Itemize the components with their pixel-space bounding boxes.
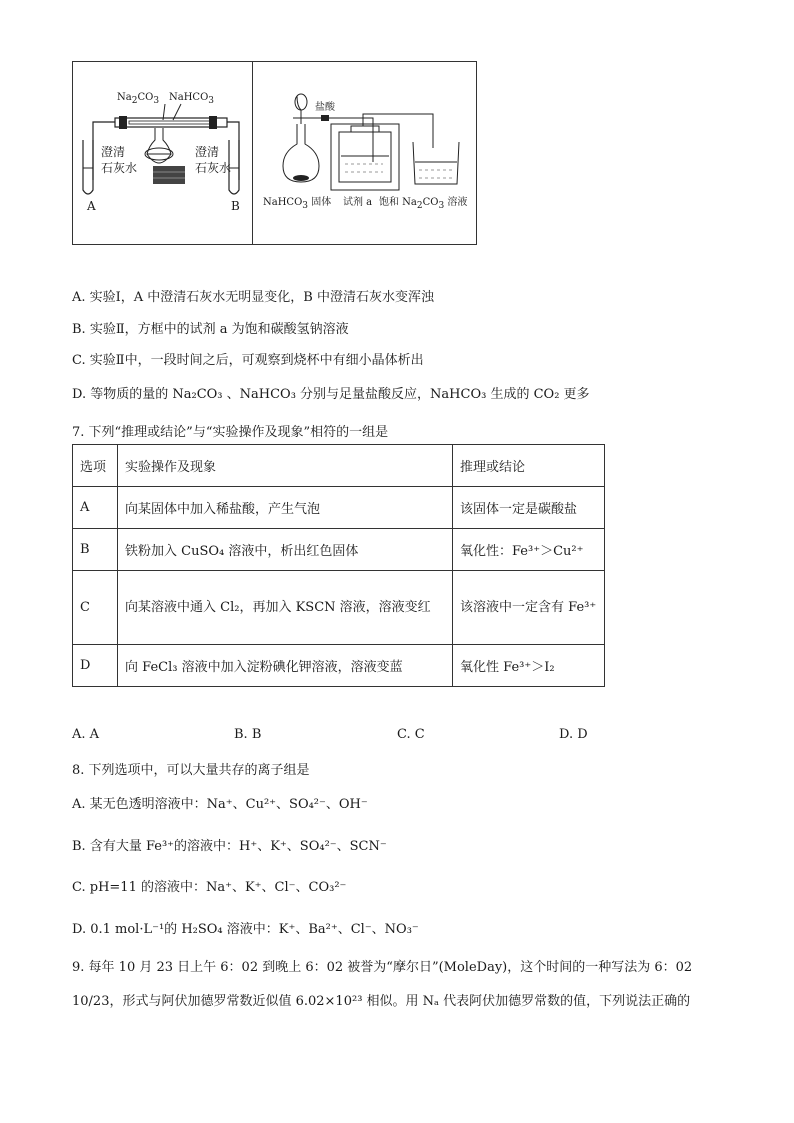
label-nahco3-solid: NaHCO$_3$ 固体 xyxy=(263,197,332,211)
apparatus-two-diagram xyxy=(253,62,477,244)
q7-choice-b: B. B xyxy=(234,727,262,742)
table-row xyxy=(73,529,605,571)
row-d-operation: 向 FeCl₃ 溶液中加入淀粉碘化钾溶液，溶液变蓝 xyxy=(118,645,453,687)
row-a-option: A xyxy=(73,487,118,529)
row-b-operation: 铁粉加入 CuSO₄ 溶液中，析出红色固体 xyxy=(118,529,453,571)
row-c-operation: 向某溶液中通入 Cl₂，再加入 KSCN 溶液，溶液变红 xyxy=(118,571,453,645)
row-a-conclusion: 该固体一定是碳酸盐 xyxy=(453,487,605,529)
q8-option-a: A. 某无色透明溶液中：Na⁺、Cu²⁺、SO₄²⁻、OH⁻ xyxy=(72,797,368,812)
q8-option-d: D. 0.1 mol·L⁻¹的 H₂SO₄ 溶液中：K⁺、Ba²⁺、Cl⁻、NO₃⁻ xyxy=(72,922,419,937)
row-b-option: B xyxy=(73,529,118,571)
table-header-row xyxy=(73,445,605,487)
table-row xyxy=(73,487,605,529)
q8-stem: 8. 下列选项中，可以大量共存的离子组是 xyxy=(72,763,310,778)
header-operation: 实验操作及现象 xyxy=(118,445,453,487)
label-limewater-a: 澄清 石灰水 xyxy=(101,145,138,175)
label-tube-b: B xyxy=(231,199,240,213)
table-row xyxy=(73,571,605,645)
q6-option-c: C. 实验Ⅱ中，一段时间之后，可观察到烧杯中有细小晶体析出 xyxy=(72,353,424,368)
q8-option-b: B. 含有大量 Fe³⁺的溶液中：H⁺、K⁺、SO₄²⁻、SCN⁻ xyxy=(72,839,387,854)
experiment-figure xyxy=(72,61,477,245)
row-c-conclusion: 该溶液中一定含有 Fe³⁺ xyxy=(453,571,605,645)
header-conclusion: 推理或结论 xyxy=(453,445,605,487)
q7-table xyxy=(72,444,605,687)
label-hydrochloric-acid: 盐酸 xyxy=(315,102,335,113)
q7-stem: 7. 下列“推理或结论”与“实验操作及现象”相符的一组是 xyxy=(72,425,389,440)
row-a-operation: 向某固体中加入稀盐酸，产生气泡 xyxy=(118,487,453,529)
row-c-option: C xyxy=(73,571,118,645)
q7-choice-c: C. C xyxy=(397,727,425,742)
q6-option-b: B. 实验Ⅱ，方框中的试剂 a 为饱和碳酸氢钠溶液 xyxy=(72,322,349,337)
q8-option-c: C. pH=11 的溶液中：Na⁺、K⁺、Cl⁻、CO₃²⁻ xyxy=(72,880,347,895)
q9-line-2: 10/23，形式与阿伏加德罗常数近似值 6.02×10²³ 相似。用 Nₐ 代表阿伏加德罗常数的值，下列说法正确的 xyxy=(72,994,691,1009)
q6-option-d: D. 等物质的量的 Na₂CO₃ 、NaHCO₃ 分别与足量盐酸反应，NaHCO₃ 生成的 CO₂ 更多 xyxy=(72,387,590,402)
q7-choices xyxy=(72,727,632,743)
label-reagent-a: 试剂 a xyxy=(343,197,373,208)
label-tube-a: A xyxy=(87,199,96,213)
q7-choice-d: D. D xyxy=(559,727,588,742)
table-row xyxy=(73,645,605,687)
header-option: 选项 xyxy=(73,445,118,487)
q6-option-a: A. 实验Ⅰ，A 中澄清石灰水无明显变化，B 中澄清石灰水变浑浊 xyxy=(72,290,434,305)
row-b-conclusion: 氧化性：Fe³⁺＞Cu²⁺ xyxy=(453,529,605,571)
q9-line-1: 9. 每年 10 月 23 日上午 6：02 到晚上 6：02 被誉为“摩尔日”(MoleDay)，这个时间的一种写法为 6：02 xyxy=(72,960,693,975)
row-d-conclusion: 氧化性 Fe³⁺＞I₂ xyxy=(453,645,605,687)
label-na2co3: $Na_2CO_3$ xyxy=(117,92,160,106)
q7-choice-a: A. A xyxy=(72,727,100,742)
label-saturated-na2co3: 饱和 $Na_2CO_3$ 溶液 xyxy=(379,197,468,211)
row-d-option: D xyxy=(73,645,118,687)
label-limewater-b: 澄清 石灰水 xyxy=(195,145,232,175)
label-nahco3: NaHCO$_3$ xyxy=(169,92,215,106)
